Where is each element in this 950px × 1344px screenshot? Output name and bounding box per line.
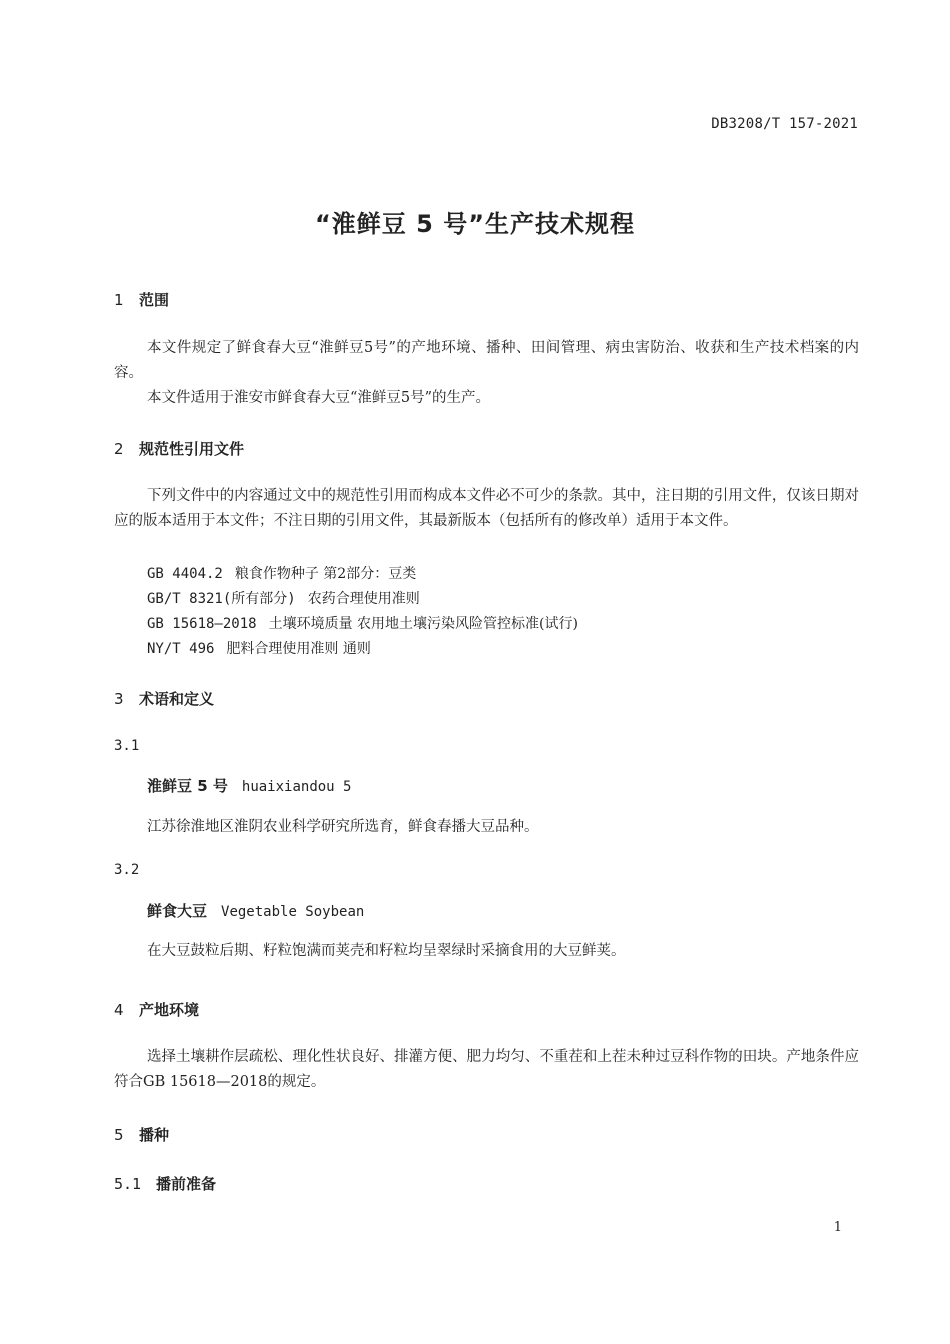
term-english: Vegetable Soybean: [221, 904, 365, 920]
reference-item: [147, 563, 416, 583]
subsection-heading-preparation: [114, 1173, 216, 1194]
term-definition: 在大豆鼓粒后期、籽粒饱满而荚壳和籽粒均呈翠绿时采摘食用的大豆鲜荚。: [147, 943, 626, 959]
paragraph: 本文件适用于淮安市鲜食春大豆“淮鲜豆5号”的生产。: [147, 390, 491, 406]
reference-item: [147, 613, 578, 633]
page-number: 1: [833, 1220, 842, 1235]
term-chinese: 鲜食大豆: [147, 902, 208, 920]
subsection-title: 播前准备: [156, 1175, 217, 1193]
term-number: 3.2: [114, 862, 140, 878]
reference-item: [147, 638, 371, 658]
section-title: 范围: [139, 291, 170, 309]
section-number: 3: [114, 690, 124, 708]
term-english: huaixiandou 5: [241, 779, 352, 795]
term-number: 3.1: [114, 738, 140, 754]
section-heading-sowing: [114, 1124, 169, 1145]
reference-code: GB/T 8321(所有部分): [147, 591, 296, 607]
term-definition: 江苏徐淮地区淮阴农业科学研究所选育，鲜食春播大豆品种。: [147, 819, 539, 835]
reference-title: 土壤环境质量 农用地土壤污染风险管控标准(试行): [268, 616, 578, 632]
section-number: 4: [114, 1001, 124, 1019]
document-title: “淮鲜豆 5 号”生产技术规程: [315, 210, 635, 238]
section-number: 1: [114, 291, 124, 309]
section-heading-normative-references: [114, 438, 244, 459]
reference-code: NY/T 496: [147, 641, 215, 657]
paragraph: 下列文件中的内容通过文中的规范性引用而构成本文件必不可少的条款。其中，注日期的引用文件，仅该日期对应的版本适用于本文件；不注日期的引用文件，其最新版本（包括所有的修改单）适用于本文件。: [114, 488, 859, 529]
section-number: 2: [114, 440, 124, 458]
section-title: 播种: [139, 1126, 170, 1144]
term-chinese: 淮鲜豆 5 号: [147, 777, 228, 795]
section-heading-scope: [114, 289, 169, 310]
section-title: 产地环境: [139, 1001, 200, 1019]
reference-code: GB 15618—2018: [147, 616, 257, 632]
subsection-number: 5.1: [114, 1175, 142, 1193]
reference-item: [147, 588, 420, 608]
paragraph: 本文件规定了鲜食春大豆“淮鲜豆5号”的产地环境、播种、田间管理、病虫害防治、收获和生产技术档案的内容。: [114, 340, 859, 381]
reference-code: GB 4404.2: [147, 566, 223, 582]
term-entry: [147, 775, 351, 796]
section-heading-terms: [114, 688, 214, 709]
section-number: 5: [114, 1126, 124, 1144]
paragraph: 选择土壤耕作层疏松、理化性状良好、排灌方便、肥力均匀、不重茬和上茬未种过豆科作物的田块。产地条件应符合GB 15618—2018的规定。: [114, 1049, 859, 1090]
reference-title: 肥料合理使用准则 通则: [226, 641, 371, 657]
reference-title: 粮食作物种子 第2部分：豆类: [234, 566, 417, 582]
section-heading-environment: [114, 999, 199, 1020]
term-entry: [147, 900, 364, 921]
section-title: 术语和定义: [139, 690, 215, 708]
document-id: DB3208/T 157-2021: [711, 116, 858, 132]
section-title: 规范性引用文件: [139, 440, 245, 458]
reference-title: 农药合理使用准则: [307, 591, 420, 607]
